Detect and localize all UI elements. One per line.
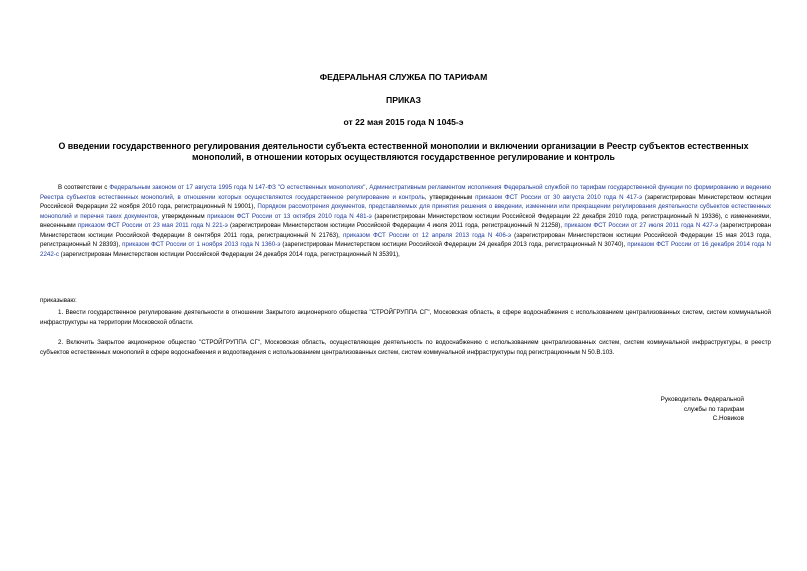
order-2242-s-link[interactable]: приказом ФСТ России от 16 декабря 2014 года N 2242-с (40, 241, 771, 258)
signature-position: Руководитель Федеральной (660, 396, 744, 403)
preamble-text: В соответствии с (58, 184, 110, 191)
signature-block (604, 395, 744, 424)
preamble-paragraph (40, 183, 771, 259)
preamble-text: , (365, 184, 370, 191)
order-item-2 (40, 338, 771, 357)
order-417-e-link[interactable]: приказом ФСТ России от 30 августа 2010 года N 417-э (475, 193, 643, 201)
order-item-1 (40, 308, 771, 327)
order-1360-e-link[interactable]: приказом ФСТ России от 1 ноября 2013 года N 1360-э (122, 241, 281, 248)
preamble-text: (зарегистрирован Министерством юстиции Российской Федерации 24 декабря 2014 года, регистрационный N 35391), (58, 250, 400, 258)
signature-name: С.Новиков (712, 415, 744, 423)
preamble-text: (зарегистрирован Министерством юстиции Российской Федерации 15 мая 2013 года, регистрационный N 28393), (40, 231, 771, 248)
document-title: О введении государственного регулирования деятельности субъекта естественной монополии и включении организации в Реестр субъектов естественных монополий, в отношении которых осуществляются государственное регулирование и контроль (58, 141, 749, 162)
document-date-number: от 22 мая 2015 года N 1045-э (343, 117, 464, 127)
agency-name: ФЕДЕРАЛЬНАЯ СЛУЖБА ПО ТАРИФАМ (319, 72, 488, 82)
order-item-2-text: 2. Включить Закрытое акционерное общество "СТРОЙГРУППА СГ", Московская область, осуществляющее деятельность по водоснабжению с использованием централизованных систем, систем коммунальной инфраструктуры, в реестр субъектов естественных монополий в сфере водоснабжения и водоотведения с использованием централизованных систем, систем коммунальной инфраструктуры под регистрационным N 50.В.103. (40, 339, 771, 356)
preamble-text: (зарегистрирован Министерством юстиции Российской Федерации 4 июля 2011 года, регистрационный N 21258), (227, 222, 565, 229)
preamble-text: (зарегистрирован Министерством юстиции Российской Федерации 8 сентября 2011 года, регистрационный N 21763), (40, 222, 771, 239)
preamble-text: (зарегистрирован Министерством юстиции Российской Федерации 24 декабря 2013 года, регистрационный N 30740), (280, 241, 628, 248)
preamble-text: , утвержденным (157, 212, 208, 220)
preamble-text: , утвержденным (424, 193, 476, 201)
review-procedure-link[interactable]: Порядком рассмотрения документов, представляемых для принятия решения о введении, изменении или прекращении регулирования деятельности субъектов естественных монополий и перечня таких документов (40, 203, 771, 220)
preamble-text: (зарегистрирован Министерством юстиции Российской Федерации 22 декабря 2010 года, регистрационный N 19336), с изменениями, внесенными (40, 212, 771, 229)
law-147-fz-link[interactable]: Федеральным законом от 17 августа 1995 года N 147-ФЗ "О естественных монополиях" (109, 184, 366, 191)
order-427-e-link[interactable]: приказом ФСТ России от 27 июля 2011 года N 427-э (564, 222, 719, 229)
preamble-text: (зарегистрирован Министерством юстиции Российской Федерации 22 ноября 2010 года, регистрационный N 19001), (40, 193, 772, 210)
document-type: ПРИКАЗ (386, 95, 421, 105)
order-481-e-link[interactable]: приказом ФСТ России от 13 октября 2010 года N 481-э (207, 212, 372, 220)
order-406-e-link[interactable]: приказом ФСТ России от 12 апреля 2013 года N 406-э (343, 231, 512, 239)
order-221-e-link[interactable]: приказом ФСТ России от 23 мая 2011 года N 221-э (77, 222, 228, 229)
admin-regulation-link[interactable]: Административным регламентом исполнения Федеральной службой по тарифам государственной функции по формированию и ведению Реестра субъектов естественных монополий, в отношении которых осуществляются государственное регулирование и контроль (40, 184, 772, 201)
order-item-1-text: 1. Ввести государственное регулирование деятельности в отношении Закрытого акционерного общества "СТРОЙГРУППА СГ", Московская область, в сфере водоснабжения с использованием централизованных систем, систем коммунальной инфраструктуры на территории Московской области. (40, 309, 771, 326)
order-word: приказываю: (40, 297, 77, 304)
signature-organization: службы по тарифам (683, 405, 744, 413)
